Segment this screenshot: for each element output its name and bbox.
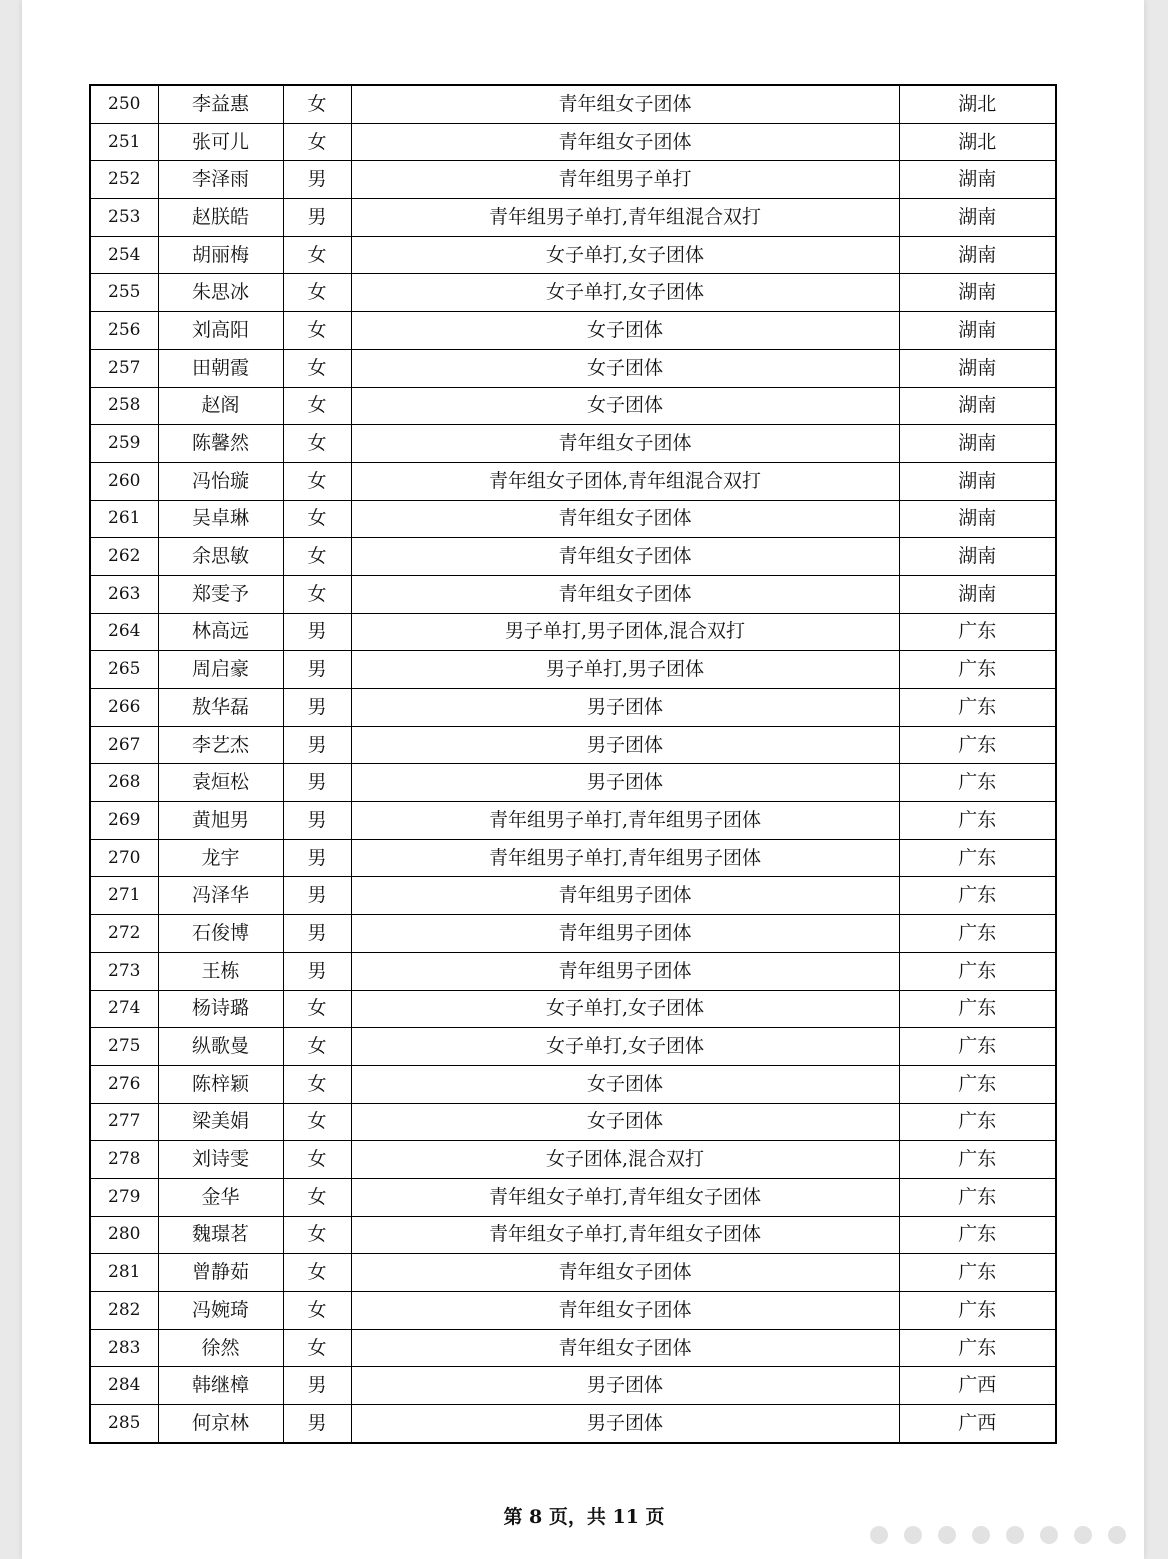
- cell-gender: 女: [283, 1329, 351, 1367]
- table-row: [90, 877, 1056, 915]
- cell-events: 青年组女子团体: [351, 538, 899, 576]
- cell-no: 260: [90, 462, 158, 500]
- table-row: [90, 538, 1056, 576]
- cell-gender: 女: [283, 500, 351, 538]
- cell-name: 冯怡璇: [158, 462, 283, 500]
- cell-gender: 男: [283, 802, 351, 840]
- cell-province: 湖南: [899, 425, 1056, 463]
- cell-province: 广东: [899, 1216, 1056, 1254]
- roster-body: [90, 85, 1056, 1443]
- cell-province: 广东: [899, 726, 1056, 764]
- cell-name: 张可儿: [158, 123, 283, 161]
- cell-gender: 男: [283, 764, 351, 802]
- cell-no: 269: [90, 802, 158, 840]
- cell-name: 刘诗雯: [158, 1141, 283, 1179]
- cell-name: 胡丽梅: [158, 236, 283, 274]
- table-row: [90, 199, 1056, 237]
- cell-province: 广东: [899, 1178, 1056, 1216]
- cell-name: 何京林: [158, 1405, 283, 1443]
- cell-province: 广东: [899, 651, 1056, 689]
- cell-events: 青年组女子团体: [351, 1254, 899, 1292]
- cell-no: 285: [90, 1405, 158, 1443]
- cell-name: 林高远: [158, 613, 283, 651]
- cell-province: 湖南: [899, 575, 1056, 613]
- cell-name: 王栋: [158, 952, 283, 990]
- cell-province: 广东: [899, 839, 1056, 877]
- table-row: [90, 425, 1056, 463]
- cell-province: 湖南: [899, 312, 1056, 350]
- cell-gender: 女: [283, 1178, 351, 1216]
- cell-province: 湖南: [899, 199, 1056, 237]
- cell-gender: 男: [283, 726, 351, 764]
- cell-province: 广东: [899, 915, 1056, 953]
- cell-gender: 女: [283, 236, 351, 274]
- cell-name: 周启豪: [158, 651, 283, 689]
- cell-province: 广东: [899, 1329, 1056, 1367]
- cell-province: 湖南: [899, 538, 1056, 576]
- cell-gender: 女: [283, 575, 351, 613]
- cell-events: 青年组男子团体: [351, 877, 899, 915]
- table-row: [90, 1405, 1056, 1443]
- cell-no: 280: [90, 1216, 158, 1254]
- cell-events: 女子单打,女子团体: [351, 1028, 899, 1066]
- cell-events: 青年组男子单打,青年组混合双打: [351, 199, 899, 237]
- table-row: [90, 1028, 1056, 1066]
- table-row: [90, 1292, 1056, 1330]
- cell-events: 青年组男子单打,青年组男子团体: [351, 802, 899, 840]
- cell-gender: 女: [283, 85, 351, 123]
- cell-events: 女子单打,女子团体: [351, 990, 899, 1028]
- cell-name: 金华: [158, 1178, 283, 1216]
- cell-gender: 女: [283, 462, 351, 500]
- cell-no: 279: [90, 1178, 158, 1216]
- cell-name: 石俊博: [158, 915, 283, 953]
- cell-name: 刘高阳: [158, 312, 283, 350]
- cell-events: 青年组男子单打,青年组男子团体: [351, 839, 899, 877]
- cell-no: 250: [90, 85, 158, 123]
- cell-gender: 女: [283, 538, 351, 576]
- cell-events: 青年组女子团体: [351, 85, 899, 123]
- cell-province: 广东: [899, 1141, 1056, 1179]
- cell-gender: 女: [283, 1254, 351, 1292]
- cell-events: 男子团体: [351, 1405, 899, 1443]
- cell-no: 281: [90, 1254, 158, 1292]
- cell-gender: 女: [283, 425, 351, 463]
- cell-name: 韩继樟: [158, 1367, 283, 1405]
- cell-gender: 男: [283, 952, 351, 990]
- page-number-footer: 第 8 页，共 11 页: [503, 1506, 665, 1528]
- cell-province: 湖南: [899, 462, 1056, 500]
- cell-events: 女子团体: [351, 387, 899, 425]
- cell-province: 湖南: [899, 236, 1056, 274]
- cell-no: 270: [90, 839, 158, 877]
- cell-events: 女子团体: [351, 1103, 899, 1141]
- cell-events: 青年组女子团体: [351, 425, 899, 463]
- cell-events: 男子团体: [351, 689, 899, 727]
- cell-province: 广东: [899, 613, 1056, 651]
- cell-name: 魏璟茗: [158, 1216, 283, 1254]
- cell-name: 赵阁: [158, 387, 283, 425]
- table-row: [90, 312, 1056, 350]
- cell-name: 郑雯予: [158, 575, 283, 613]
- cell-events: 女子单打,女子团体: [351, 274, 899, 312]
- cell-name: 李艺杰: [158, 726, 283, 764]
- cell-events: 青年组男子团体: [351, 952, 899, 990]
- cell-province: 广东: [899, 764, 1056, 802]
- cell-province: 广东: [899, 1103, 1056, 1141]
- table-row: [90, 1065, 1056, 1103]
- table-row: [90, 1367, 1056, 1405]
- cell-gender: 女: [283, 1216, 351, 1254]
- cell-province: 广东: [899, 990, 1056, 1028]
- cell-name: 曾静茹: [158, 1254, 283, 1292]
- table-row: [90, 990, 1056, 1028]
- cell-gender: 女: [283, 1065, 351, 1103]
- cell-no: 276: [90, 1065, 158, 1103]
- table-row: [90, 1216, 1056, 1254]
- cell-province: 广东: [899, 802, 1056, 840]
- cell-province: 广西: [899, 1367, 1056, 1405]
- cell-no: 277: [90, 1103, 158, 1141]
- cell-events: 青年组女子单打,青年组女子团体: [351, 1178, 899, 1216]
- table-row: [90, 651, 1056, 689]
- cell-events: 男子团体: [351, 764, 899, 802]
- cell-name: 梁美娟: [158, 1103, 283, 1141]
- cell-name: 纵歌曼: [158, 1028, 283, 1066]
- cell-gender: 男: [283, 613, 351, 651]
- table-row: [90, 915, 1056, 953]
- cell-events: 女子团体: [351, 1065, 899, 1103]
- cell-gender: 女: [283, 123, 351, 161]
- table-row: [90, 161, 1056, 199]
- cell-no: 261: [90, 500, 158, 538]
- cell-no: 282: [90, 1292, 158, 1330]
- cell-gender: 女: [283, 1292, 351, 1330]
- table-row: [90, 689, 1056, 727]
- cell-name: 余思敏: [158, 538, 283, 576]
- cell-events: 青年组女子团体,青年组混合双打: [351, 462, 899, 500]
- cell-gender: 女: [283, 349, 351, 387]
- cell-name: 杨诗璐: [158, 990, 283, 1028]
- cell-no: 253: [90, 199, 158, 237]
- cell-province: 湖南: [899, 387, 1056, 425]
- cell-gender: 男: [283, 1405, 351, 1443]
- cell-events: 青年组女子团体: [351, 1329, 899, 1367]
- cell-province: 广东: [899, 1028, 1056, 1066]
- cell-name: 冯婉琦: [158, 1292, 283, 1330]
- watermark: [870, 1524, 1140, 1546]
- cell-no: 263: [90, 575, 158, 613]
- cell-gender: 女: [283, 387, 351, 425]
- cell-events: 青年组女子团体: [351, 123, 899, 161]
- cell-gender: 女: [283, 990, 351, 1028]
- cell-events: 青年组男子单打: [351, 161, 899, 199]
- cell-gender: 男: [283, 199, 351, 237]
- cell-no: 259: [90, 425, 158, 463]
- table-row: [90, 387, 1056, 425]
- cell-name: 袁烜松: [158, 764, 283, 802]
- table-row: [90, 613, 1056, 651]
- table-row: [90, 462, 1056, 500]
- cell-name: 徐然: [158, 1329, 283, 1367]
- cell-name: 朱思冰: [158, 274, 283, 312]
- cell-no: 275: [90, 1028, 158, 1066]
- cell-province: 湖北: [899, 85, 1056, 123]
- cell-gender: 男: [283, 1367, 351, 1405]
- cell-name: 黄旭男: [158, 802, 283, 840]
- cell-province: 广东: [899, 877, 1056, 915]
- table-row: [90, 274, 1056, 312]
- cell-no: 284: [90, 1367, 158, 1405]
- cell-no: 273: [90, 952, 158, 990]
- cell-province: 广东: [899, 689, 1056, 727]
- cell-gender: 男: [283, 651, 351, 689]
- cell-no: 262: [90, 538, 158, 576]
- table-row: [90, 1178, 1056, 1216]
- cell-no: 258: [90, 387, 158, 425]
- cell-name: 李泽雨: [158, 161, 283, 199]
- cell-province: 湖南: [899, 161, 1056, 199]
- cell-name: 敖华磊: [158, 689, 283, 727]
- table-row: [90, 349, 1056, 387]
- cell-events: 青年组女子团体: [351, 500, 899, 538]
- cell-events: 女子团体: [351, 349, 899, 387]
- cell-no: 256: [90, 312, 158, 350]
- table-row: [90, 123, 1056, 161]
- cell-events: 女子单打,女子团体: [351, 236, 899, 274]
- cell-gender: 女: [283, 1028, 351, 1066]
- cell-no: 274: [90, 990, 158, 1028]
- cell-events: 男子单打,男子团体,混合双打: [351, 613, 899, 651]
- table-row: [90, 85, 1056, 123]
- cell-no: 264: [90, 613, 158, 651]
- cell-gender: 男: [283, 689, 351, 727]
- cell-gender: 男: [283, 161, 351, 199]
- cell-gender: 女: [283, 1141, 351, 1179]
- cell-events: 青年组女子团体: [351, 1292, 899, 1330]
- cell-name: 赵朕皓: [158, 199, 283, 237]
- cell-no: 254: [90, 236, 158, 274]
- cell-province: 广东: [899, 952, 1056, 990]
- cell-gender: 男: [283, 877, 351, 915]
- table-row: [90, 1329, 1056, 1367]
- table-row: [90, 952, 1056, 990]
- cell-gender: 女: [283, 1103, 351, 1141]
- cell-province: 湖南: [899, 349, 1056, 387]
- roster-table: [89, 84, 1057, 1444]
- cell-no: 278: [90, 1141, 158, 1179]
- cell-no: 257: [90, 349, 158, 387]
- table-row: [90, 839, 1056, 877]
- cell-name: 田朝霞: [158, 349, 283, 387]
- cell-events: 青年组男子团体: [351, 915, 899, 953]
- cell-no: 267: [90, 726, 158, 764]
- table-row: [90, 726, 1056, 764]
- cell-events: 男子单打,男子团体: [351, 651, 899, 689]
- cell-name: 陈馨然: [158, 425, 283, 463]
- cell-province: 广东: [899, 1254, 1056, 1292]
- cell-events: 女子团体,混合双打: [351, 1141, 899, 1179]
- cell-events: 男子团体: [351, 726, 899, 764]
- cell-gender: 男: [283, 839, 351, 877]
- cell-name: 陈梓颖: [158, 1065, 283, 1103]
- cell-name: 吴卓琳: [158, 500, 283, 538]
- table-row: [90, 1254, 1056, 1292]
- cell-events: 男子团体: [351, 1367, 899, 1405]
- table-row: [90, 575, 1056, 613]
- cell-province: 广东: [899, 1065, 1056, 1103]
- cell-events: 青年组女子单打,青年组女子团体: [351, 1216, 899, 1254]
- cell-province: 广东: [899, 1292, 1056, 1330]
- cell-no: 272: [90, 915, 158, 953]
- cell-name: 李益惠: [158, 85, 283, 123]
- cell-name: 龙宇: [158, 839, 283, 877]
- table-row: [90, 236, 1056, 274]
- cell-events: 青年组女子团体: [351, 575, 899, 613]
- cell-gender: 女: [283, 274, 351, 312]
- cell-gender: 女: [283, 312, 351, 350]
- table-row: [90, 764, 1056, 802]
- cell-name: 冯泽华: [158, 877, 283, 915]
- cell-no: 268: [90, 764, 158, 802]
- cell-no: 266: [90, 689, 158, 727]
- cell-province: 湖北: [899, 123, 1056, 161]
- cell-no: 271: [90, 877, 158, 915]
- cell-province: 广西: [899, 1405, 1056, 1443]
- cell-events: 女子团体: [351, 312, 899, 350]
- cell-gender: 男: [283, 915, 351, 953]
- table-row: [90, 500, 1056, 538]
- cell-province: 湖南: [899, 274, 1056, 312]
- table-row: [90, 1141, 1056, 1179]
- cell-no: 252: [90, 161, 158, 199]
- table-row: [90, 802, 1056, 840]
- cell-no: 255: [90, 274, 158, 312]
- cell-no: 251: [90, 123, 158, 161]
- cell-no: 283: [90, 1329, 158, 1367]
- table-row: [90, 1103, 1056, 1141]
- cell-no: 265: [90, 651, 158, 689]
- cell-province: 湖南: [899, 500, 1056, 538]
